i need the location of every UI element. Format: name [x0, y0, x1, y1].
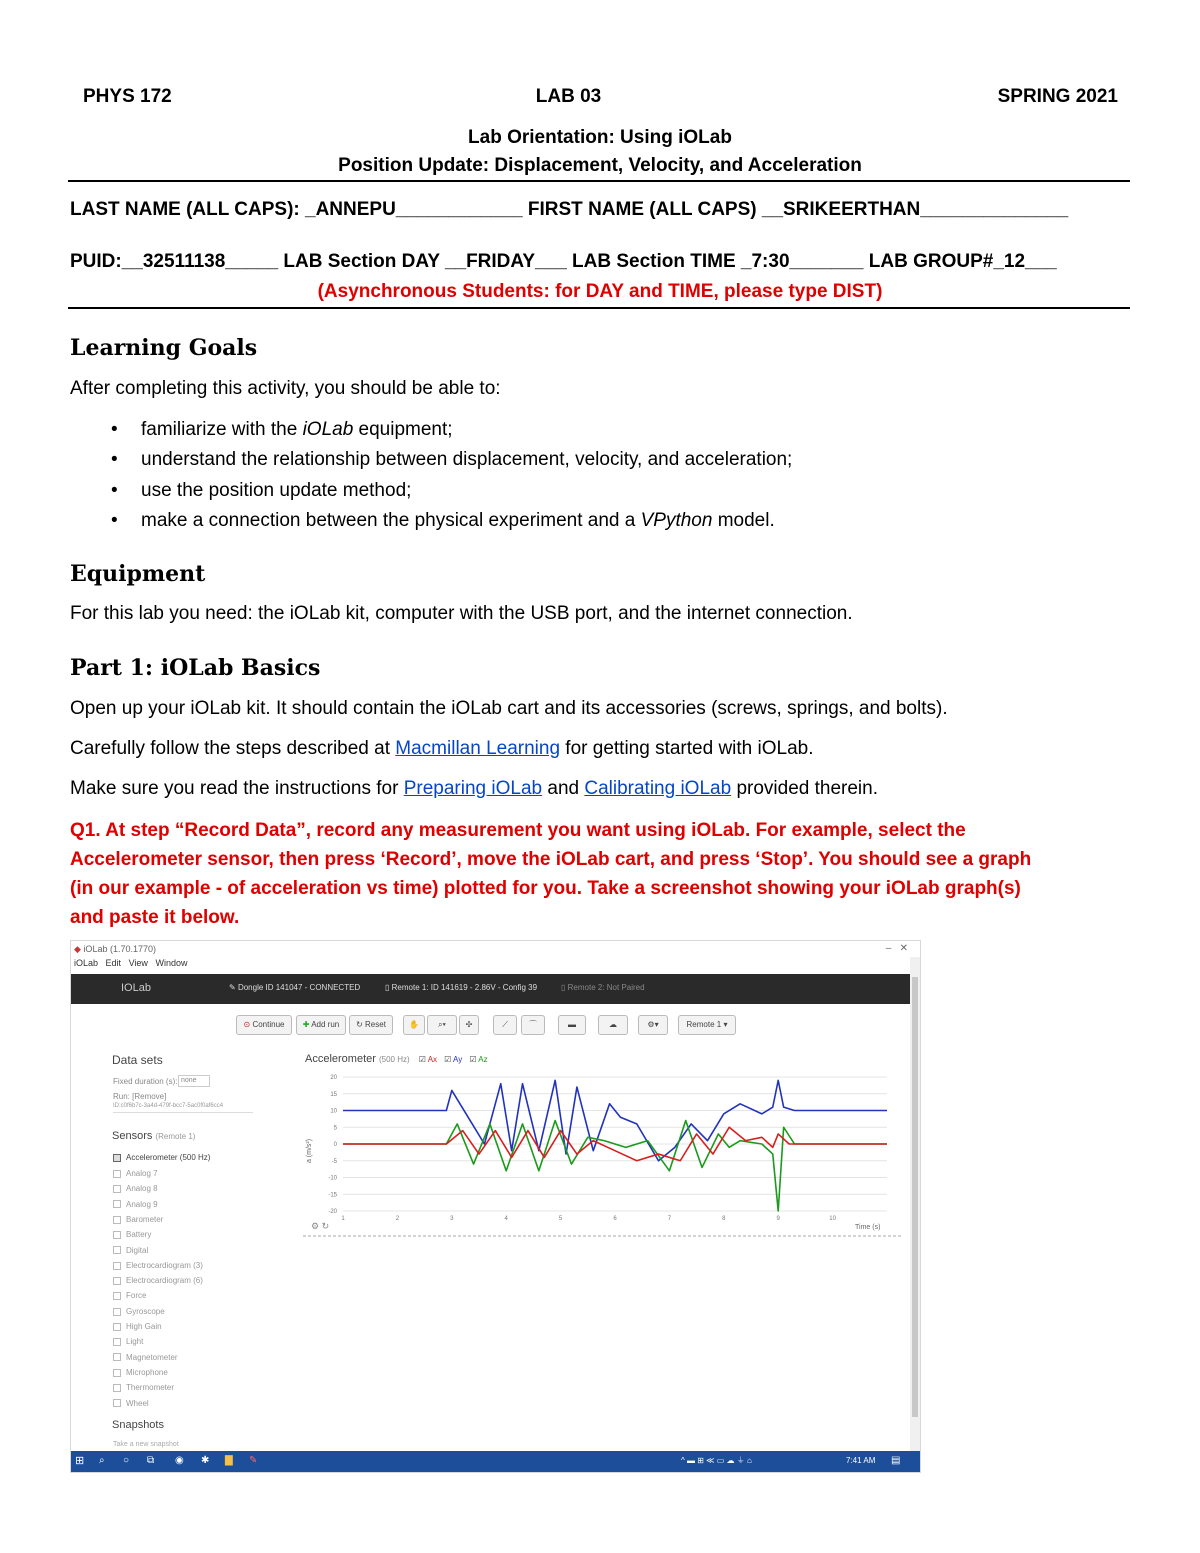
y-tick-label: -15 — [328, 1192, 337, 1199]
part1-para-1: Open up your iOLab kit. It should contain the iOLab cart and its accessories (screws, springs, and bolts). — [70, 698, 948, 719]
menu-window[interactable]: Window — [155, 958, 188, 968]
datasets-title: Data sets — [112, 1053, 163, 1067]
sensor-item[interactable] — [113, 1399, 149, 1408]
bullet-icon: • — [111, 419, 118, 440]
checkbox[interactable] — [113, 1323, 121, 1331]
menu-view[interactable]: View — [128, 958, 148, 968]
sensor-label: Digital — [126, 1245, 149, 1255]
continue-button[interactable]: ⊙ Continue — [236, 1015, 292, 1035]
sensor-label: Microphone — [126, 1367, 168, 1377]
checkbox[interactable] — [113, 1384, 121, 1392]
part1-heading: Part 1: iOLab Basics — [70, 655, 321, 681]
y-tick-label: 20 — [330, 1075, 337, 1081]
crosshair-button[interactable]: ✣ — [459, 1015, 479, 1035]
window-title: ◆ iOLab (1.70.1770) — [74, 944, 156, 954]
clock: 7:41 AM — [846, 1456, 876, 1465]
app-icon: ◆ — [74, 944, 81, 954]
taskbar — [71, 1451, 920, 1472]
gear-icon: ⚙ ↻ — [311, 1221, 330, 1231]
sensor-accelerometer[interactable]: Accelerometer (500 Hz) — [113, 1153, 210, 1162]
question-q1: Q1. At step “Record Data”, record any measurement you want using iOLab. For example, select the Accelerometer sensor, then press ‘Record’, move the iOLab cart, and press ‘Stop’. You should see a graph (in our example - of acceleration vs time) plotted for you. Take a screenshot showing your iOLab graph(s) and paste it below. — [70, 820, 1032, 928]
task-view-icon[interactable]: ⧉ — [147, 1455, 155, 1466]
x-tick-label: 1 — [341, 1216, 345, 1222]
windows-start-icon[interactable]: ⊞ — [75, 1455, 85, 1467]
sensor-label: Battery — [126, 1230, 152, 1240]
brand: IOLab — [121, 982, 151, 994]
menu-bar[interactable] — [74, 958, 187, 968]
x-tick-label: 8 — [722, 1216, 726, 1222]
bullet-icon: • — [111, 449, 118, 470]
x-tick-label: 10 — [829, 1216, 836, 1222]
sensor-label: Analog 7 — [126, 1169, 158, 1178]
sensor-label: Gyroscope — [126, 1306, 165, 1316]
sensor-item[interactable] — [113, 1215, 163, 1224]
bullet-icon: • — [111, 480, 118, 501]
checkbox[interactable] — [113, 1399, 121, 1407]
goal-item: • make a connection between the physical experiment and a VPython model. — [111, 510, 775, 531]
settings-button[interactable]: ⚙▾ — [638, 1015, 668, 1035]
y-tick-label: 10 — [330, 1108, 337, 1115]
bullet-icon: • — [111, 510, 118, 531]
cloud-button[interactable]: ☁ — [598, 1015, 628, 1035]
remote2-status[interactable]: ▯ Remote 2: Not Paired — [561, 983, 645, 992]
sensor-item[interactable] — [113, 1169, 158, 1178]
sensor-item[interactable] — [113, 1322, 162, 1331]
title-line-2: Position Update: Displacement, Velocity, and Acceleration — [338, 155, 862, 176]
sensor-item[interactable] — [113, 1200, 158, 1209]
remote-select[interactable]: Remote 1 ▾ — [678, 1015, 736, 1035]
checkbox[interactable] — [113, 1262, 121, 1270]
learning-goals-heading: Learning Goals — [70, 335, 258, 361]
sensor-item[interactable] — [113, 1230, 151, 1239]
x-tick-label: 3 — [450, 1216, 454, 1222]
equipment-text: For this lab you need: the iOLab kit, computer with the USB port, and the internet connection. — [70, 603, 853, 624]
window-controls[interactable]: – ✕ — [885, 943, 908, 954]
checkbox[interactable] — [113, 1353, 121, 1361]
tray-icons[interactable]: ^ ▬ ⊞ ≪ ▭ ☁ ⏚ ⌂ — [681, 1456, 752, 1465]
legend-ay[interactable]: ☑ Ay — [444, 1055, 463, 1064]
checkbox[interactable] — [113, 1231, 121, 1239]
sensor-label: Barometer — [126, 1214, 164, 1224]
accelerometer-chart[interactable] — [303, 1071, 903, 1241]
sensor-label: Light — [126, 1337, 144, 1347]
snapshots-sub[interactable]: Take a new snapshot — [113, 1441, 179, 1448]
checkbox[interactable] — [113, 1338, 121, 1346]
sensor-item[interactable] — [113, 1184, 158, 1193]
title-line-1: Lab Orientation: Using iOLab — [468, 127, 732, 148]
divider — [113, 1112, 253, 1113]
sensor-item[interactable] — [113, 1246, 148, 1255]
x-tick-label: 5 — [558, 1216, 563, 1222]
checkbox[interactable] — [113, 1185, 121, 1193]
y-tick-label: -20 — [328, 1209, 337, 1215]
checkbox[interactable] — [113, 1308, 121, 1316]
sensor-label: Electrocardiogram (6) — [126, 1276, 203, 1286]
sensor-item[interactable] — [113, 1276, 203, 1285]
sensor-label: High Gain — [126, 1322, 162, 1331]
y-tick-label: -5 — [331, 1158, 337, 1165]
legend-ax[interactable]: ☑ Ax — [418, 1055, 438, 1064]
folder-icon[interactable]: ▇ — [225, 1455, 233, 1466]
add-run-button[interactable]: ✚ Add run — [296, 1015, 346, 1035]
course-code: PHYS 172 — [83, 86, 172, 107]
name-line: LAST NAME (ALL CAPS): _ANNEPU____________ FIRST NAME (ALL CAPS) __SRIKEERTHAN______________ — [70, 199, 1069, 220]
chart-title: Accelerometer (500 Hz) ☑ Ax ☑ Ay ☑ Az — [305, 1053, 488, 1065]
preparing-iolab-link[interactable]: Preparing iOLab — [403, 778, 543, 799]
sensor-item[interactable] — [113, 1353, 178, 1362]
legend-az[interactable]: ☑ Az — [469, 1055, 488, 1064]
x-axis-label: Time (s) — [855, 1224, 881, 1231]
sensor-label: Electrocardiogram (3) — [126, 1260, 203, 1270]
sensor-label: Analog 9 — [126, 1199, 158, 1209]
series-line-az — [343, 1080, 887, 1160]
run-id: ID:c0f6b7c-3a4d-479f-bcc7-5ac0f0af6cc4 — [113, 1103, 224, 1109]
x-tick-label: 6 — [613, 1216, 617, 1222]
checkbox[interactable] — [113, 1170, 121, 1178]
equipment-heading: Equipment — [70, 561, 206, 587]
sensor-item[interactable] — [113, 1261, 203, 1270]
checkbox[interactable] — [113, 1200, 121, 1208]
search-icon[interactable]: ⌕ — [99, 1455, 105, 1466]
chrome-icon[interactable]: ◉ — [175, 1455, 184, 1466]
goal-item: • use the position update method; — [111, 480, 412, 501]
term: SPRING 2021 — [997, 86, 1118, 107]
macmillan-link[interactable]: Macmillan Learning — [395, 738, 561, 759]
checkbox[interactable] — [113, 1369, 121, 1377]
goal-item: • familiarize with the iOLab equipment; — [111, 419, 453, 440]
dongle-status: ✎ Dongle ID 141047 - CONNECTED — [229, 983, 361, 992]
fixed-duration-label: Fixed duration (s): — [113, 1077, 178, 1086]
fixed-duration-input[interactable]: none — [178, 1075, 210, 1087]
calibrating-iolab-link[interactable]: Calibrating iOLab — [584, 778, 732, 799]
sensor-label: Thermometer — [126, 1383, 175, 1393]
lab-number: LAB 03 — [535, 86, 602, 107]
reset-button[interactable]: ↻ Reset — [349, 1015, 393, 1035]
y-tick-label: 5 — [333, 1125, 337, 1132]
header-rule — [68, 180, 1130, 182]
sensor-label: Analog 8 — [126, 1184, 158, 1194]
x-tick-label: 7 — [667, 1216, 672, 1222]
checkbox[interactable] — [113, 1216, 121, 1224]
chart-area-button[interactable]: ⌒ — [521, 1015, 545, 1035]
menu-edit[interactable]: Edit — [105, 958, 122, 968]
y-tick-label: 15 — [330, 1091, 337, 1098]
sensor-item[interactable] — [113, 1291, 146, 1300]
app-icon[interactable]: ✱ — [201, 1455, 210, 1466]
form-rule — [68, 307, 1130, 309]
series-line-ay — [343, 1121, 887, 1211]
iolab-taskbar-icon[interactable]: ✎ — [249, 1455, 258, 1466]
run-label[interactable]: Run: [Remove] — [113, 1092, 167, 1101]
notification-icon[interactable]: ▤ — [891, 1455, 901, 1466]
x-tick-label: 2 — [395, 1216, 400, 1222]
part1-para-3: Make sure you read the instructions for Preparing iOLab and Calibrating iOLab provided therein. — [70, 778, 878, 799]
sensor-label: Force — [126, 1291, 147, 1301]
checkbox[interactable] — [113, 1292, 121, 1300]
remote1-status[interactable]: ▯ Remote 1: ID 141619 - 2.86V - Config 39 — [385, 983, 538, 992]
cortana-icon[interactable]: ○ — [123, 1455, 130, 1466]
checkbox-checked[interactable] — [113, 1154, 121, 1162]
iolab-screenshot — [70, 940, 921, 1473]
menu-iolab[interactable]: iOLab — [74, 958, 99, 968]
sensors-title: Sensors (Remote 1) — [112, 1130, 196, 1142]
snapshots-title: Snapshots — [112, 1419, 164, 1431]
async-note: (Asynchronous Students: for DAY and TIME, please type DIST) — [317, 281, 883, 302]
scrollbar[interactable] — [910, 957, 920, 1451]
sensor-item[interactable] — [113, 1337, 143, 1346]
goal-item: • understand the relationship between displacement, velocity, and acceleration; — [111, 449, 793, 470]
sensor-item[interactable] — [113, 1307, 165, 1316]
puid-line: PUID:__32511138_____ LAB Section DAY __FRIDAY___ LAB Section TIME _7:30_______ LAB GROUP#_12___ — [70, 251, 1057, 272]
zoom-button[interactable]: ⌕▾ — [427, 1015, 457, 1035]
checkbox[interactable] — [113, 1246, 121, 1254]
x-tick-label: 4 — [504, 1216, 508, 1222]
folder-button[interactable]: ▬ — [558, 1015, 586, 1035]
chart-line-button[interactable]: ⟋ — [493, 1015, 517, 1035]
checkbox[interactable] — [113, 1277, 121, 1285]
hand-tool-button[interactable]: ✋ — [403, 1015, 425, 1035]
sensor-item[interactable] — [113, 1383, 174, 1392]
app-navbar — [71, 974, 910, 1004]
y-axis-label: a (m/s²) — [306, 1138, 313, 1164]
sensor-item[interactable] — [113, 1368, 168, 1377]
learning-goals-intro: After completing this activity, you should be able to: — [70, 378, 501, 399]
sensor-label: Magnetometer — [126, 1352, 178, 1362]
sensor-label: Wheel — [126, 1398, 149, 1408]
x-tick-label: 9 — [776, 1216, 780, 1222]
y-tick-label: -10 — [328, 1175, 337, 1182]
part1-para-2: Carefully follow the steps described at Macmillan Learning for getting started with iOLab. — [70, 738, 814, 759]
y-tick-label: 0 — [333, 1142, 337, 1148]
